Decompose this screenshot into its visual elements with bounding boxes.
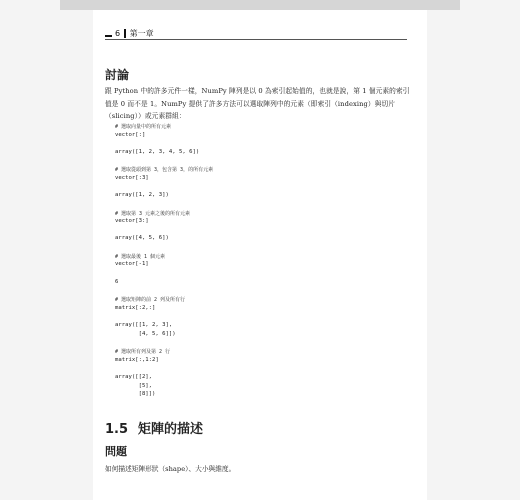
code-line: array([[1, 2, 3], <box>115 321 173 328</box>
code-line: vector[-1] <box>115 261 149 268</box>
running-header <box>105 28 154 39</box>
code-line: vector[:] <box>115 131 146 138</box>
code-line: array([1, 2, 3, 4, 5, 6]) <box>115 148 200 155</box>
code-line: vector[3:] <box>115 218 149 225</box>
code-line: matrix[:,1:2] <box>115 356 159 363</box>
code-comment-line: # 選取所有列及第 2 行 <box>115 348 171 355</box>
book-page <box>93 10 427 500</box>
code-line: [5], <box>115 382 153 389</box>
code-comment-line: # 選取最後 1 個元素 <box>115 253 166 260</box>
code-comment-line: # 選取矩陣的前 2 列及所有行 <box>115 297 186 303</box>
top-scroll-bar <box>60 0 460 10</box>
code-comment-line: # 選取第 3 元素之後的所有元素 <box>115 210 191 217</box>
code-line: array([1, 2, 3]) <box>115 192 169 199</box>
code-line: [8]]) <box>115 391 156 398</box>
header-mark <box>105 35 112 37</box>
code-line: array([[2], <box>115 373 153 380</box>
code-comment-line: # 選取向量中的所有元素 <box>115 124 172 130</box>
page-number: 6 <box>115 29 121 38</box>
section-heading <box>105 418 203 437</box>
discussion-heading: 討論 <box>105 68 130 82</box>
code-line: array([4, 5, 6]) <box>115 235 169 242</box>
code-line: matrix[:2,:] <box>115 304 156 311</box>
header-divider <box>124 29 126 38</box>
problem-text: 如何描述矩陣形狀（shape）、大小與維度。 <box>105 465 236 473</box>
code-line: [4, 5, 6]]) <box>115 330 176 337</box>
section-number: 1.5 <box>105 422 129 437</box>
discussion-paragraph: 跟 Python 中的許多元件一樣，NumPy 陣列是以 0 為索引起始值的，也就是說，第 1 個元素的索引值是 0 而不是 1。NumPy 提供了許多方法可以選取陣列中的元素（即索引（indexing）與切片（slicing））或元素群組： <box>105 87 410 120</box>
problem-heading: 問題 <box>105 445 127 458</box>
chapter-label: 第一章 <box>129 29 154 38</box>
code-line: vector[:3] <box>115 174 149 181</box>
code-line: 6 <box>115 278 119 285</box>
header-rule <box>105 39 407 40</box>
section-title: 矩陣的描述 <box>138 422 204 437</box>
code-comment-line: # 選取從頭到第 3，包含第 3，的所有元素 <box>115 167 214 174</box>
